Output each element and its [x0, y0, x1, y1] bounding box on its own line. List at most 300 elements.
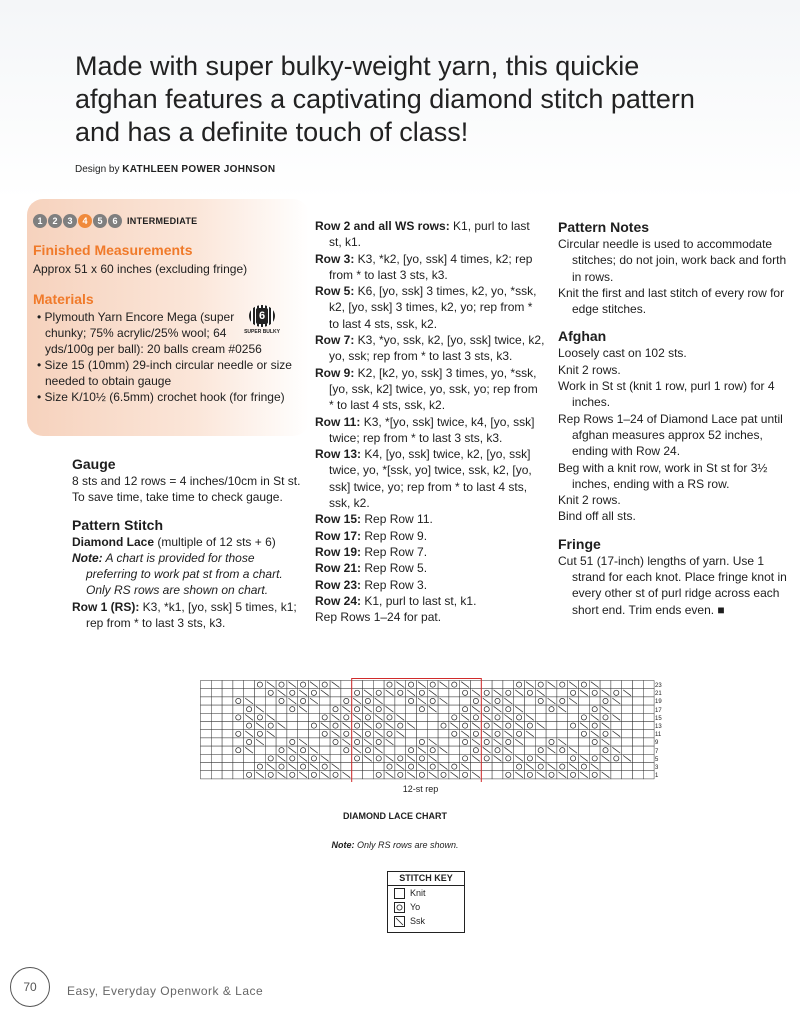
chart-cell [341, 689, 352, 697]
chart-cell [395, 746, 406, 754]
key-label: Ssk [410, 916, 426, 926]
key-row-knit [388, 886, 464, 900]
chart-cell [633, 697, 644, 705]
chart-cell [384, 697, 395, 705]
chart-cell [211, 763, 222, 771]
chart-cell [427, 713, 438, 721]
skill-dot-4: 4 [78, 214, 92, 228]
chart-cell [622, 771, 633, 779]
chart-cell [211, 730, 222, 738]
chart-cell [579, 738, 590, 746]
chart-cell [600, 681, 611, 689]
page-number: 70 [10, 967, 50, 1007]
chart-cell [525, 738, 536, 746]
row-text: Rep Row 5. [361, 561, 428, 576]
chart-title: DIAMOND LACE CHART [343, 811, 447, 821]
chart-cell [492, 681, 503, 689]
chart-cell [222, 681, 233, 689]
chart-cell [611, 681, 622, 689]
chart-cell [492, 763, 503, 771]
afghan-step: Beg with a knit row, work in St st for 3½ inches, ending with a RS row. [558, 460, 768, 491]
chart-row-numbers [655, 682, 662, 780]
chart-cell [438, 738, 449, 746]
chart-row-number: 13 [655, 724, 662, 731]
pattern-notes-heading: Pattern Notes [558, 219, 650, 235]
chart-cell [222, 705, 233, 713]
chart-cell [287, 713, 298, 721]
chart-cell [330, 754, 341, 762]
chart-cell [438, 705, 449, 713]
row-text: K3, *[yo, ssk] twice, k4, [yo, ssk] twice; rep from * to last 3 sts, k3. [329, 414, 535, 445]
stitch-key-title: STITCH KEY [388, 872, 464, 886]
chart-cell [589, 746, 600, 754]
chart-cell [309, 713, 320, 721]
chart-cell [611, 771, 622, 779]
chart-cell [233, 738, 244, 746]
chart-cell [481, 681, 492, 689]
chart-cell [222, 730, 233, 738]
chart-cell [384, 746, 395, 754]
chart-cell [298, 722, 309, 730]
chart-cell [535, 705, 546, 713]
column-middle [315, 218, 545, 625]
chart-row-number: 3 [655, 765, 659, 772]
chart-cell [201, 722, 212, 730]
skill-dot-2: 2 [48, 214, 62, 228]
stitch-multiple: (multiple of 12 sts + 6) [154, 534, 276, 549]
chart-cell [265, 746, 276, 754]
chart-cell [255, 754, 266, 762]
afghan-step: Knit 2 rows. [558, 493, 621, 508]
row-instruction [315, 544, 545, 560]
chart-cell [438, 689, 449, 697]
chart-cell [233, 771, 244, 779]
chart-cell [633, 713, 644, 721]
afghan-step: Rep Rows 1–24 of Diamond Lace pat until afghan measures approx 52 inches, ending with Row 24. [558, 411, 783, 459]
pattern-note-label: Note: [72, 550, 103, 565]
chart-cell [201, 754, 212, 762]
row-1-label: Row 1 (RS): [72, 599, 140, 614]
chart-cell [373, 681, 384, 689]
chart-row-number: 17 [655, 707, 662, 714]
chart-cell [622, 763, 633, 771]
chart-cell [633, 763, 644, 771]
row-instruction [315, 332, 545, 365]
chart-cell [233, 681, 244, 689]
chart-cell [222, 746, 233, 754]
chart-cell [201, 705, 212, 713]
pattern-note-line: Circular needle is used to accommodate stitches; do not join, work back and forth in rows. [558, 237, 787, 284]
chart-cell [211, 771, 222, 779]
chart-cell [525, 697, 536, 705]
row-1-text: K3, *k1, [yo, ssk] 5 times, k1; rep from * to last 3 sts, k3. [86, 599, 297, 631]
row-label: Row 19: [315, 544, 362, 559]
chart-cell [211, 722, 222, 730]
chart-cell [438, 754, 449, 762]
chart-cell [579, 697, 590, 705]
row-text: K3, *yo, ssk, k2, [yo, ssk] twice, k2, yo, ssk; rep from * to last 3 sts, k3. [329, 333, 545, 364]
chart-cell [633, 746, 644, 754]
chart-cell [222, 713, 233, 721]
chart-cell [535, 730, 546, 738]
chart-cell [276, 713, 287, 721]
knit-symbol-icon [394, 888, 405, 899]
chart-cell [352, 681, 363, 689]
afghan-step: Work in St st (knit 1 row, purl 1 row) for 4 inches. [558, 379, 775, 410]
chart-cell [449, 705, 460, 713]
chart-cell [319, 705, 330, 713]
chart-cell [579, 746, 590, 754]
chart-cell [255, 746, 266, 754]
chart-cell [276, 705, 287, 713]
chart-cell [568, 730, 579, 738]
chart-cell [622, 681, 633, 689]
chart-cell [341, 681, 352, 689]
chart-cell [633, 730, 644, 738]
ssk-symbol-icon [394, 916, 405, 927]
chart-note-text: Only RS rows are shown. [354, 840, 459, 850]
chart-cell [622, 713, 633, 721]
row-instruction [315, 283, 545, 332]
book-title: Easy, Everyday Openwork & Lace [67, 984, 264, 998]
designer-credit [75, 164, 275, 175]
chart-cell [222, 697, 233, 705]
afghan-heading: Afghan [558, 328, 607, 345]
chart-row-number: 5 [655, 756, 659, 763]
chart-cell [568, 713, 579, 721]
row-label: Row 15: [315, 512, 362, 527]
chart-cell [438, 713, 449, 721]
key-row-yo [388, 900, 464, 914]
chart-cell [211, 697, 222, 705]
chart-cell [643, 730, 654, 738]
chart-cell [557, 754, 568, 762]
chart-cell [201, 746, 212, 754]
chart-cell [233, 722, 244, 730]
chart-cell [643, 713, 654, 721]
chart-cell [201, 771, 212, 779]
yarn-weight-label: SUPER BULKY [244, 329, 280, 335]
stitch-name: Diamond Lace [72, 534, 155, 549]
chart-cell [503, 763, 514, 771]
chart-cell [211, 746, 222, 754]
row-label: Row 23: [315, 577, 362, 592]
chart-cell [546, 754, 557, 762]
row-label: Row 9: [315, 365, 355, 380]
chart-cell [622, 705, 633, 713]
pattern-note-line: Knit the first and last stitch of every row for edge stitches. [558, 285, 785, 317]
column-left [72, 455, 302, 631]
chart-cell [525, 746, 536, 754]
chart-cell [330, 689, 341, 697]
row-text: K1, purl to last st, k1. [329, 219, 530, 250]
pattern-note [72, 550, 302, 599]
chart-cell [233, 689, 244, 697]
chart-cell [557, 730, 568, 738]
chart-row-number: 1 [655, 773, 659, 780]
chart-cell [373, 763, 384, 771]
chart-cell [276, 738, 287, 746]
chart-cell [211, 738, 222, 746]
chart-cell [643, 746, 654, 754]
chart-cell [222, 763, 233, 771]
chart-cell [255, 689, 266, 697]
chart-cell [309, 738, 320, 746]
chart-cell [492, 771, 503, 779]
chart-cell [427, 722, 438, 730]
row-text: K3, *k2, [yo, ssk] 4 times, k2; rep from * to last 3 sts, k3. [329, 251, 533, 282]
chart-cell [406, 730, 417, 738]
chart-cell [449, 738, 460, 746]
row-text: Rep Row 7. [361, 544, 428, 559]
skill-dot-3: 3 [63, 214, 77, 228]
chart-cell [643, 705, 654, 713]
chart-cell [643, 738, 654, 746]
key-label: Yo [410, 902, 421, 912]
chart-row-number: 15 [655, 715, 662, 722]
chart-cell [276, 730, 287, 738]
row-label: Row 11: [315, 414, 361, 429]
chart-cell [633, 705, 644, 713]
chart-cell [417, 722, 428, 730]
afghan-step: Bind off all sts. [558, 509, 636, 524]
chart-cell [633, 681, 644, 689]
chart-cell [546, 722, 557, 730]
chart-cell [568, 705, 579, 713]
designer-prefix: Design by [75, 164, 120, 175]
row-text: Rep Row 9. [361, 528, 428, 543]
skein-icon [249, 305, 275, 327]
chart-cell [201, 730, 212, 738]
chart-cell [330, 746, 341, 754]
chart-cell [341, 754, 352, 762]
chart-cell [643, 689, 654, 697]
chart-cell [201, 713, 212, 721]
gauge-tip: To save time, take time to check gauge. [72, 490, 283, 505]
chart-note-label: Note: [331, 840, 355, 850]
chart-cell [363, 681, 374, 689]
skill-dot-6: 6 [108, 214, 122, 228]
chart-cell [546, 689, 557, 697]
row-instruction [315, 528, 545, 544]
chart-cell [395, 697, 406, 705]
row-instruction [315, 218, 545, 251]
row-instruction [315, 593, 545, 609]
row-label: Row 3: [315, 251, 355, 266]
chart-cell [633, 738, 644, 746]
stitch-key [387, 871, 465, 933]
key-row-ssk [388, 914, 464, 928]
row-1-instruction [72, 599, 302, 632]
chart-cell [352, 763, 363, 771]
chart-cell [352, 771, 363, 779]
chart-cell [557, 722, 568, 730]
chart-cell [222, 722, 233, 730]
row-instruction [315, 365, 545, 414]
material-item: • Size K/10½ (6.5mm) crochet hook (for fringe) [37, 390, 285, 404]
chart-cell [449, 746, 460, 754]
row-text: Rep Row 3. [361, 577, 428, 592]
chart-cell [222, 689, 233, 697]
row-text: Rep Row 11. [361, 512, 433, 527]
stitch-name-line [72, 534, 302, 550]
row-label: Row 24: [315, 593, 362, 608]
chart-cell [546, 730, 557, 738]
chart-cell [309, 730, 320, 738]
chart-cell [546, 713, 557, 721]
chart-cell [481, 771, 492, 779]
yo-symbol-icon [394, 902, 405, 913]
chart-row-number: 11 [655, 732, 662, 739]
skill-dot-1: 1 [33, 214, 47, 228]
chart-cell [427, 730, 438, 738]
chart-cell [514, 746, 525, 754]
chart-row-number: 9 [655, 740, 659, 747]
chart-cell [211, 681, 222, 689]
afghan-step: Knit 2 rows. [558, 362, 621, 377]
yarn-weight-icon [241, 305, 283, 341]
chart-cell [643, 697, 654, 705]
chart-cell [460, 697, 471, 705]
chart-cell [406, 705, 417, 713]
row-text: K6, [yo, ssk] 3 times, k2, yo, *ssk, k2, [yo, ssk] 3 times, k2, yo; rep from * to last 4 sts, ssk, k2. [329, 284, 537, 331]
chart-cell [211, 705, 222, 713]
row-label: Row 5: [315, 284, 355, 299]
chart-cell [255, 697, 266, 705]
chart-row-number: 23 [655, 683, 662, 689]
chart-cell [633, 689, 644, 697]
row-instruction [315, 414, 545, 447]
chart-cell [298, 730, 309, 738]
row-label: Row 17: [315, 528, 362, 543]
chart-cell [579, 705, 590, 713]
row-instruction [315, 577, 545, 593]
chart-cell [395, 705, 406, 713]
chart-row-number: 19 [655, 699, 662, 706]
chart-cell [643, 754, 654, 762]
row-instruction [315, 251, 545, 284]
materials-heading: Materials [33, 291, 94, 307]
row-instruction [315, 446, 545, 511]
chart-cell [319, 697, 330, 705]
key-label: Knit [410, 888, 426, 898]
chart-cell [244, 681, 255, 689]
chart-row-number: 7 [655, 748, 659, 755]
chart-cell [514, 697, 525, 705]
chart-cell [319, 746, 330, 754]
chart-cell [622, 722, 633, 730]
chart-cell [201, 763, 212, 771]
chart-cell [503, 681, 514, 689]
row-text: K4, [yo, ssk] twice, k2, [yo, ssk] twice, yo, *[ssk, yo] twice, ssk, k2, [yo, ssk] twice, yo; rep from * to last 4 sts, ssk, k2. [329, 447, 532, 511]
chart-cell [244, 754, 255, 762]
chart-cell [622, 746, 633, 754]
fringe-heading: Fringe [558, 535, 601, 552]
chart-cell [525, 705, 536, 713]
materials-list [31, 309, 292, 405]
chart-cell [211, 689, 222, 697]
chart-cell [309, 705, 320, 713]
chart-cell [265, 705, 276, 713]
chart-cell [201, 689, 212, 697]
chart-cell [287, 730, 298, 738]
chart-cell [622, 730, 633, 738]
chart-cell [438, 730, 449, 738]
chart-cell [244, 689, 255, 697]
chart-cell [611, 705, 622, 713]
skill-dot-5: 5 [93, 214, 107, 228]
chart-cell [265, 738, 276, 746]
pattern-stitch-heading: Pattern Stitch [72, 516, 164, 533]
chart-cell [363, 771, 374, 779]
chart-cell [417, 730, 428, 738]
material-item: • Size 15 (10mm) 29-inch circular needle or size needed to obtain gauge [37, 358, 292, 388]
chart-cell [557, 689, 568, 697]
row-label: Row 13: [315, 447, 362, 462]
chart-cell [201, 681, 212, 689]
chart-cell [600, 763, 611, 771]
chart-cell [417, 713, 428, 721]
chart-cell [406, 738, 417, 746]
chart-cell [622, 738, 633, 746]
chart-cell [319, 738, 330, 746]
chart-cell [471, 681, 482, 689]
chart-note [0, 840, 790, 850]
diamond-lace-chart [200, 678, 660, 782]
chart-cell [535, 738, 546, 746]
chart-cell [222, 754, 233, 762]
chart-cell [633, 771, 644, 779]
chart-cell [643, 771, 654, 779]
chart-cell [611, 738, 622, 746]
row-label: Row 2 and all WS rows: [315, 219, 450, 233]
chart-cell [471, 763, 482, 771]
skill-level [33, 214, 197, 228]
row-label: Row 7: [315, 333, 355, 348]
skill-label: INTERMEDIATE [127, 216, 198, 226]
chart-cell [460, 746, 471, 754]
row-text: K2, [k2, yo, ssk] 3 times, yo, *ssk, [yo, ssk, k2] twice, yo, ssk, yo; rep from * to last 4 sts, ssk, k2. [329, 365, 538, 413]
gauge-text: 8 sts and 12 rows = 4 inches/10cm in St st. [72, 474, 301, 488]
chart-cell [233, 763, 244, 771]
chart-cell [287, 722, 298, 730]
pattern-note-text: A chart is provided for those preferring to work pat st from a chart. Only RS rows are shown on chart. [86, 550, 283, 598]
chart-cell [211, 754, 222, 762]
chart-cell [481, 763, 492, 771]
chart-cell [611, 763, 622, 771]
chart-cell [233, 705, 244, 713]
chart-cell [341, 763, 352, 771]
material-item: • Plymouth Yarn Encore Mega (super chunky; 75% acrylic/25% wool; 64 yds/100g per ball): 20 balls cream #0256 [37, 310, 262, 356]
chart-cell [211, 713, 222, 721]
chart-cell [222, 771, 233, 779]
chart-cell [568, 738, 579, 746]
row-instruction [315, 560, 545, 576]
chart-cell [265, 697, 276, 705]
chart-cell [611, 722, 622, 730]
chart-cell [643, 722, 654, 730]
chart-cell [233, 754, 244, 762]
chart-cell [643, 681, 654, 689]
row-label: Row 21: [315, 561, 362, 576]
chart-cell [449, 697, 460, 705]
chart-cell [395, 738, 406, 746]
chart-cell [643, 763, 654, 771]
chart-cell [201, 738, 212, 746]
yarn-weight-number: 6 [256, 308, 268, 324]
chart-cell [535, 713, 546, 721]
chart-cell [622, 697, 633, 705]
